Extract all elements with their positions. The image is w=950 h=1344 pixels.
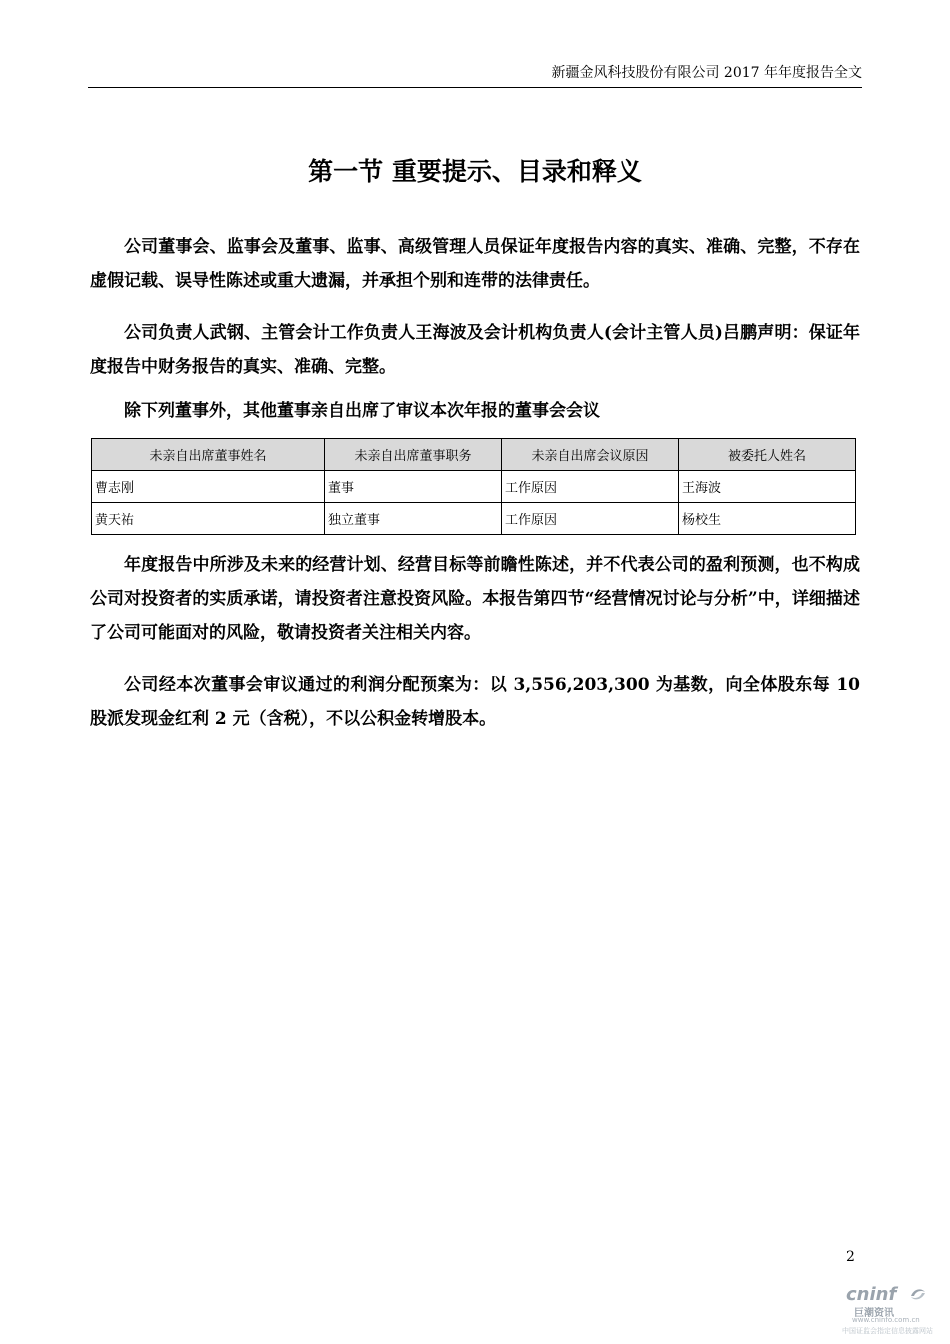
table-cell: 独立董事 xyxy=(325,503,502,535)
table-row xyxy=(92,503,856,535)
profit-distribution-paragraph: 公司经本次董事会审议通过的利润分配预案为：以 3,556,203,300 为基数，向全体股东每 10 股派发现金红利 2 元（含税），不以公积金转增股本。 xyxy=(90,675,860,729)
table-cell: 曹志刚 xyxy=(92,471,325,503)
table-cell: 黄天祐 xyxy=(92,503,325,535)
cninfo-swirl-icon xyxy=(908,1284,928,1304)
table-cell: 工作原因 xyxy=(502,471,679,503)
column-header: 未亲自出席董事姓名 xyxy=(92,439,325,471)
table-cell: 工作原因 xyxy=(502,503,679,535)
absent-directors-table xyxy=(91,438,856,535)
logo-footer-text: 中国证监会指定信息披露网站 xyxy=(842,1327,933,1335)
table-cell: 王海波 xyxy=(679,471,856,503)
column-header: 未亲自出席董事职务 xyxy=(325,439,502,471)
table-cell: 杨校生 xyxy=(679,503,856,535)
cninfo-logo xyxy=(826,1284,936,1338)
responsibility-statement-paragraph: 公司董事会、监事会及董事、监事、高级管理人员保证年度报告内容的真实、准确、完整，不存在虚假记载、误导性陈述或重大遗漏，并承担个别和连带的法律责任。 xyxy=(90,237,860,291)
column-header: 未亲自出席会议原因 xyxy=(502,439,679,471)
logo-chinese-name: 巨潮资讯 xyxy=(854,1308,894,1319)
page-number: 2 xyxy=(846,1249,855,1265)
table-cell: 董事 xyxy=(325,471,502,503)
table-header-row xyxy=(92,439,856,471)
running-header: 新疆金风科技股份有限公司 2017 年年度报告全文 xyxy=(551,65,862,81)
logo-wordmark: cninf xyxy=(846,1284,897,1305)
forward-looking-disclaimer-paragraph: 年度报告中所涉及未来的经营计划、经营目标等前瞻性陈述，并不代表公司的盈利预测，也不构成公司对投资者的实质承诺，请投资者注意投资风险。本报告第四节“经营情况讨论与分析”中，详细描述了公司可能面对的风险，敬请投资者关注相关内容。 xyxy=(90,555,860,643)
officer-declaration-paragraph: 公司负责人武钢、主管会计工作负责人王海波及会计机构负责人(会计主管人员)吕鹏声明：保证年度报告中财务报告的真实、准确、完整。 xyxy=(90,323,860,377)
logo-url: www.cninfo.com.cn xyxy=(852,1316,920,1324)
header-rule xyxy=(88,87,862,88)
table-row xyxy=(92,471,856,503)
absent-directors-intro-paragraph: 除下列董事外，其他董事亲自出席了审议本次年报的董事会会议 xyxy=(124,401,600,421)
column-header: 被委托人姓名 xyxy=(679,439,856,471)
section-title: 第一节 重要提示、目录和释义 xyxy=(308,157,642,186)
